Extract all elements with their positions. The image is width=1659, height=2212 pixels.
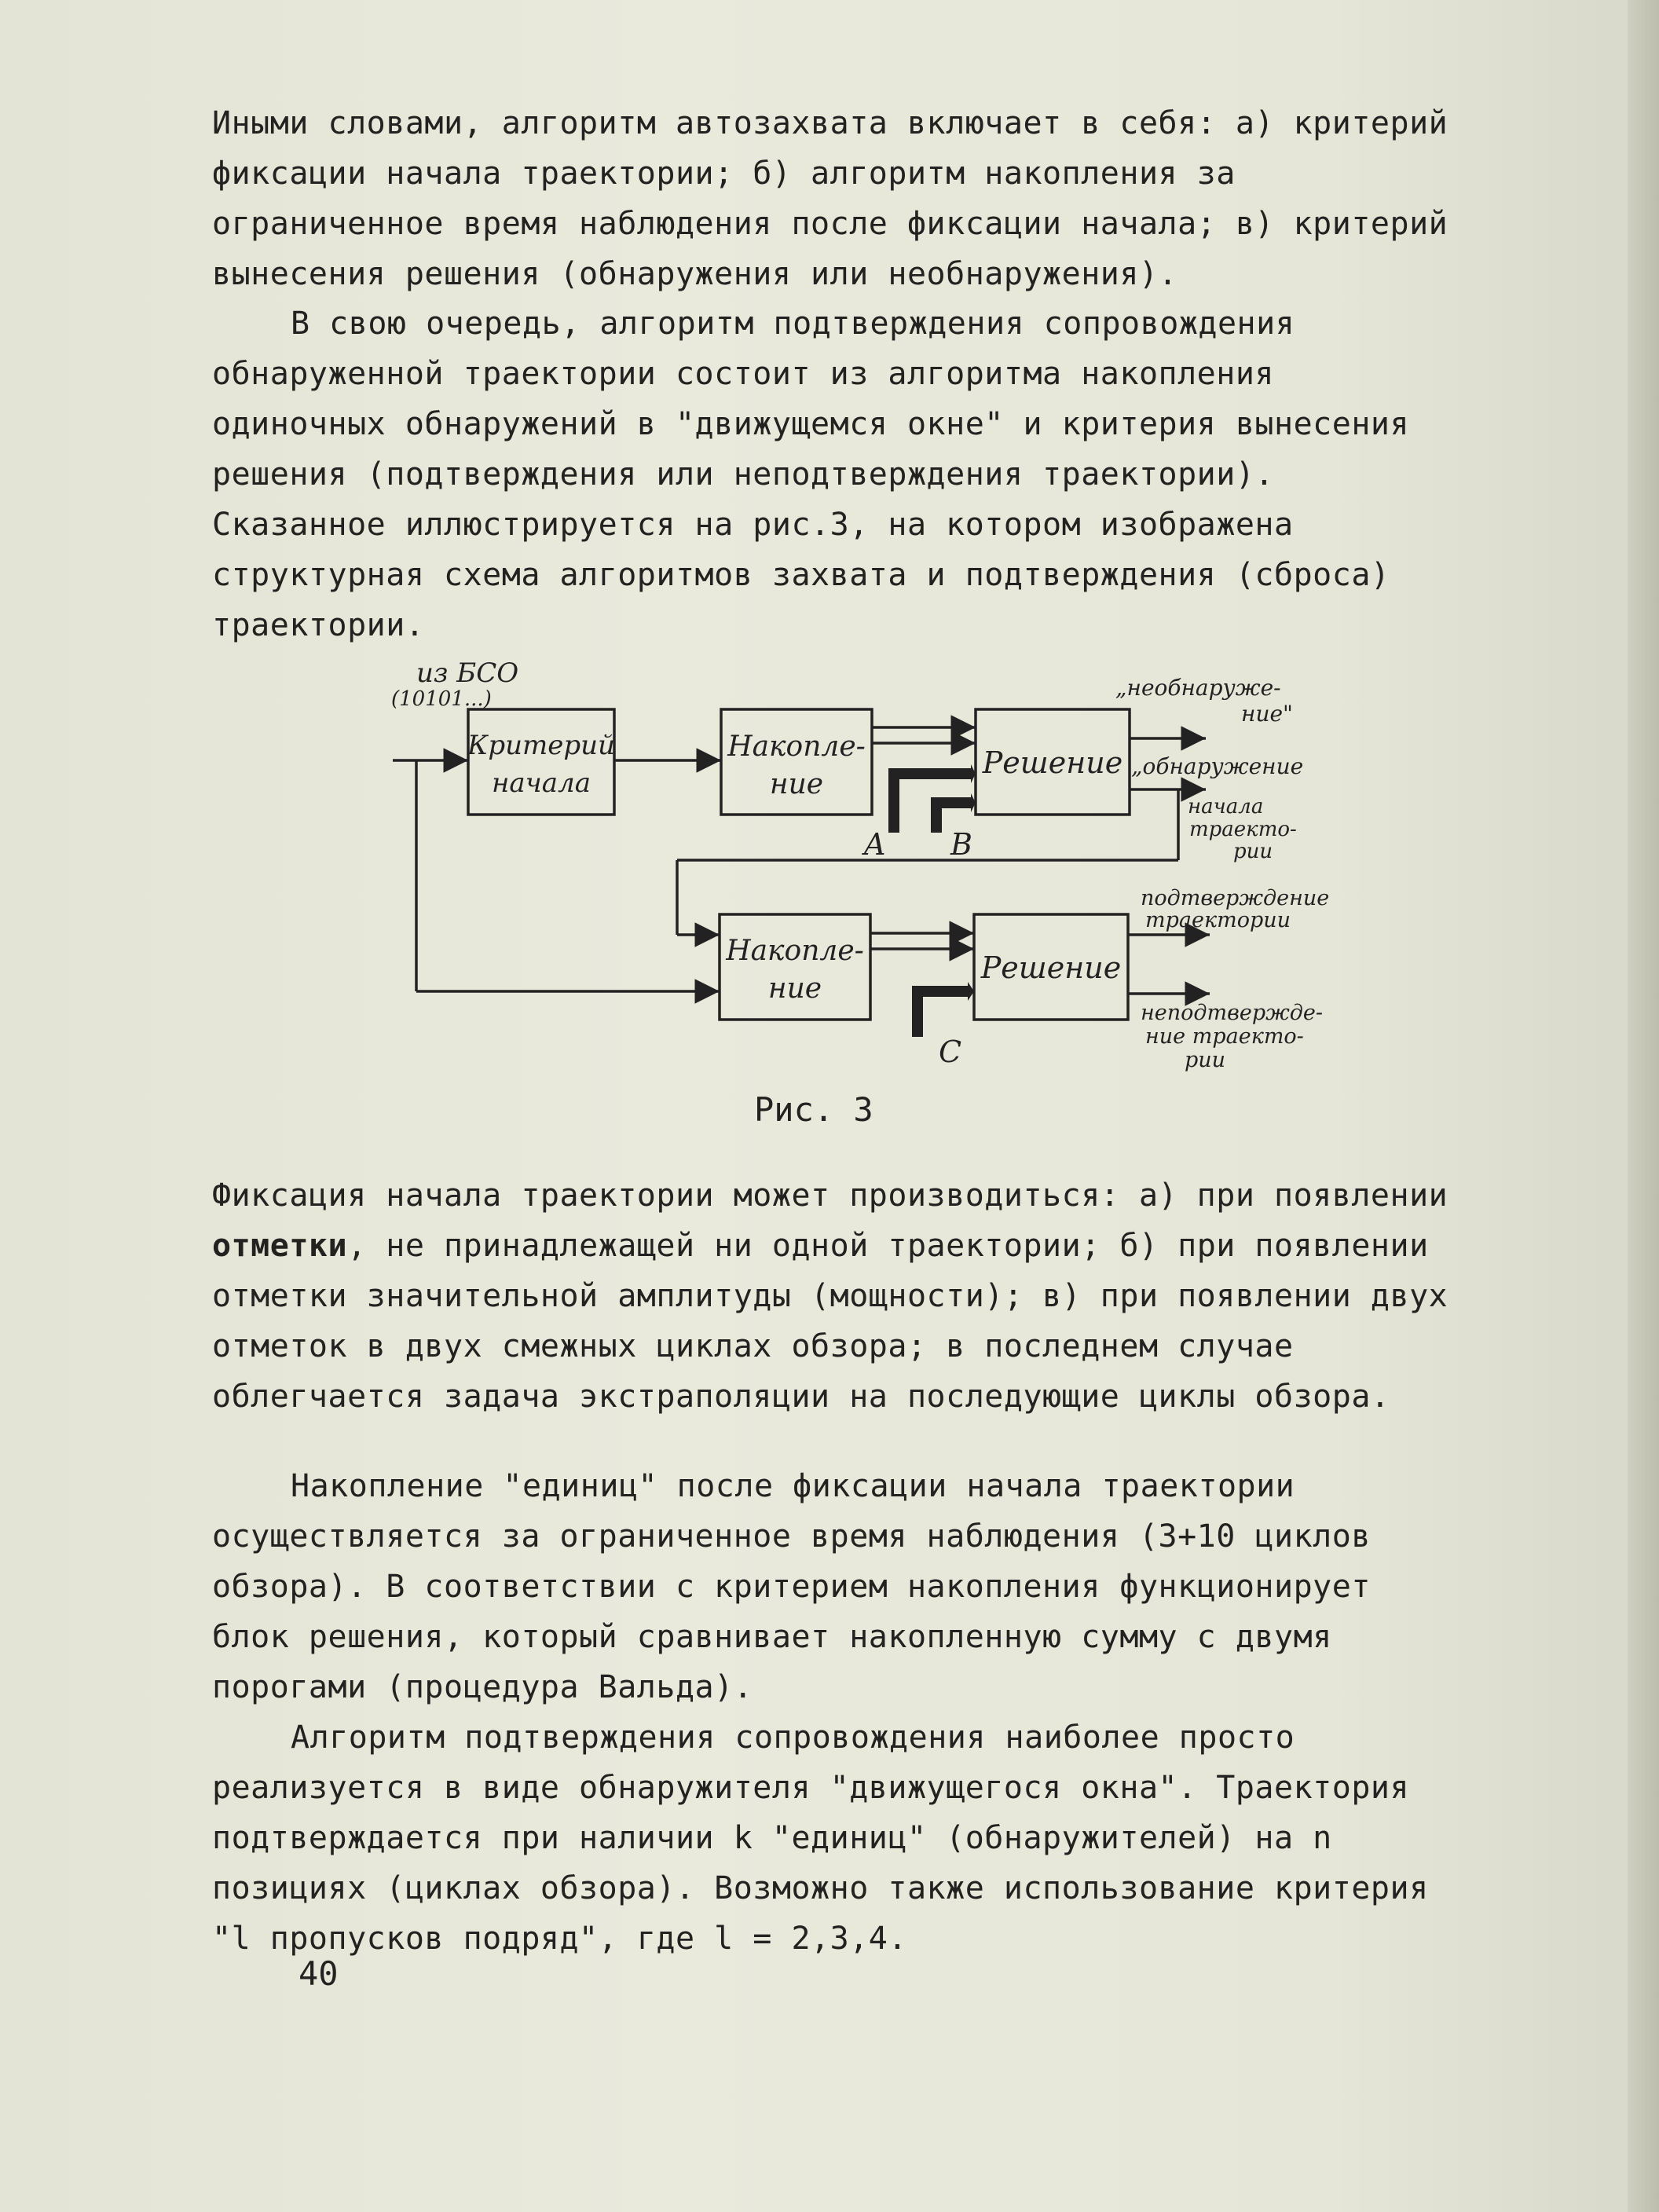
out-detect-label-3: траекто- (1189, 818, 1297, 841)
paragraph-text-part: , не принадлежащей ни одной траектории; б) при появлении отметки значительной амплитуды (мощности); в) при появлении двух отметок в двух смежных циклах обзора; в последнем случае облегчается задача экстраполяции на последующие циклы обзора. (212, 1228, 1448, 1415)
paragraph-moving-window (212, 1712, 1461, 1964)
decision-bottom-label: Решение (980, 950, 1122, 985)
paragraph-text: В свою очередь, алгоритм подтверждения сопровождения обнаруженной траектории состоит из алгоритма накопления одиночных обнаружений в "движущемся окне" и критерия вынесения решения (подтверждения или неподтверждения траектории). Сказанное иллюстрируется на рис.3, на котором изображена структурная схема алгоритмов захвата и подтверждения (сброса) траектории. (212, 306, 1410, 643)
paragraph-text: Иными словами, алгоритм автозахвата включает в себя: а) критерий фиксации начала траектории; б) алгоритм накопления за ограниченное время наблюдения после фиксации начала; в) критерий вынесения решения (обнаружения или необнаружения). (212, 105, 1448, 292)
threshold-a-label: A (864, 827, 886, 862)
out-nonconfirm-label-3: рии (1185, 1048, 1226, 1072)
out-detect-label-1: „обнаружение (1131, 753, 1304, 779)
figure-caption: Рис. 3 (754, 1090, 873, 1129)
input-label-source: из БСО (416, 657, 519, 689)
out-detect-label-4: рии (1233, 840, 1273, 863)
out-confirm-label-2: траектории (1145, 908, 1291, 932)
paragraph-text-part: Фиксация начала траектории может производиться: а) при появлении (212, 1177, 1448, 1214)
accum-top-label-2: ние (769, 768, 824, 800)
out-detect-label-2: начала (1188, 795, 1264, 819)
page-number: 40 (298, 1954, 339, 1993)
out-non-detect-label-1: „необнаруже- (1115, 675, 1281, 701)
paragraph-start-fixation (212, 1170, 1461, 1422)
decision-top-label: Решение (982, 745, 1123, 780)
criterion-label-2: начала (491, 767, 591, 799)
threshold-b-label: B (950, 827, 972, 862)
out-nonconfirm-label-2: ние траекто- (1145, 1024, 1304, 1049)
paragraph-text: Накопление "единиц" после фиксации начала траектории осуществляется за ограниченное время наблюдения (3+10 циклов обзора). В соответствии с критерием накопления функционирует блок решения, который сравнивает накопленную сумму с двумя порогами (процедура Вальда). (212, 1468, 1371, 1705)
paragraph-text-emphasis: отметки (212, 1228, 348, 1264)
out-confirm-label-1: подтверждение (1141, 886, 1330, 910)
threshold-c-input (917, 991, 968, 1037)
out-nonconfirm-label-1: неподтвержде- (1141, 1001, 1324, 1025)
accum-bottom-label-2: ние (767, 972, 822, 1005)
criterion-label-1: Критерий (467, 730, 615, 761)
input-label-sequence: (10101...) (391, 687, 492, 711)
accum-top-label-1: Накопле- (727, 731, 866, 763)
paragraph-accumulation (212, 1461, 1461, 1712)
out-non-detect-label-2: ние" (1241, 701, 1293, 727)
accum-bottom-label-1: Накопле- (726, 935, 864, 967)
paragraph-text: Алгоритм подтверждения сопровождения наиболее просто реализуется в виде обнаружителя "движущегося окна". Траектория подтверждается при наличии k "единиц" (обнаружителей) на n позициях (циклах обзора). Возможно также использование критерия "l пропусков подряд", где l = 2,3,4. (212, 1719, 1429, 1957)
paragraph-text (212, 1170, 1461, 1422)
threshold-c-label: C (939, 1035, 962, 1069)
